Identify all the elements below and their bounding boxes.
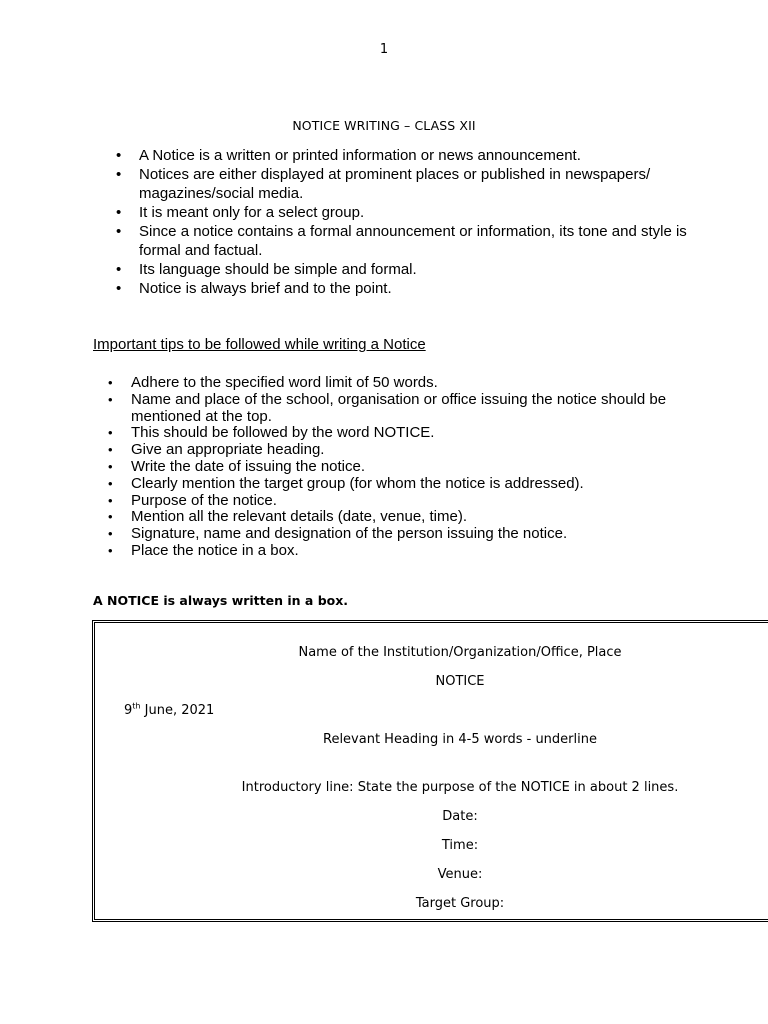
- notice-time-label: Time:: [441, 838, 479, 853]
- list-item: • Signature, name and designation of the person issuing the notice.: [131, 526, 691, 543]
- list-item: • Notices are either displayed at prominent places or published in newspapers/ magazines/social media.: [139, 165, 699, 203]
- notice-target-group-label: Target Group:: [415, 896, 505, 911]
- notice-label: NOTICE: [435, 674, 485, 689]
- notice-sample-box: [92, 620, 768, 922]
- box-intro-text: A NOTICE is always written in a box.: [93, 593, 349, 608]
- list-item: • Write the date of issuing the notice.: [131, 459, 691, 476]
- document-title: NOTICE WRITING – CLASS XII: [292, 118, 476, 133]
- notice-date-rest: June, 2021: [140, 703, 215, 718]
- list-item: • It is meant only for a select group.: [139, 203, 699, 222]
- notice-institution: Name of the Institution/Organization/Office, Place: [298, 645, 622, 660]
- list-item: • Name and place of the school, organisation or office issuing the notice should be mentioned at the top.: [131, 392, 691, 426]
- tips-heading: Important tips to be followed while writing a Notice: [93, 336, 426, 353]
- tips-bullet-list: [131, 375, 691, 560]
- list-item: • Since a notice contains a formal announcement or information, its tone and style is formal and factual.: [139, 222, 699, 260]
- notice-date-day: 9: [124, 703, 133, 718]
- list-item: • Place the notice in a box.: [131, 543, 691, 560]
- list-item: • Adhere to the specified word limit of 50 words.: [131, 375, 691, 392]
- notice-heading: Relevant Heading in 4-5 words - underline: [323, 732, 597, 747]
- list-item: • Mention all the relevant details (date, venue, time).: [131, 509, 691, 526]
- notice-date-suffix: th: [132, 701, 141, 711]
- list-item: • Notice is always brief and to the point.: [139, 279, 699, 298]
- notice-date-label: Date:: [442, 809, 478, 824]
- list-item: • Purpose of the notice.: [131, 493, 691, 510]
- notice-date: [124, 703, 214, 718]
- notice-intro-line: Introductory line: State the purpose of the NOTICE in about 2 lines.: [241, 780, 679, 795]
- list-item: • A Notice is a written or printed information or news announcement.: [139, 146, 699, 165]
- list-item: • This should be followed by the word NOTICE.: [131, 425, 691, 442]
- intro-bullet-list: [139, 146, 699, 298]
- notice-venue-label: Venue:: [437, 867, 483, 882]
- list-item: • Its language should be simple and formal.: [139, 260, 699, 279]
- list-item: • Give an appropriate heading.: [131, 442, 691, 459]
- list-item: • Clearly mention the target group (for whom the notice is addressed).: [131, 476, 691, 493]
- page-number: 1: [379, 42, 389, 57]
